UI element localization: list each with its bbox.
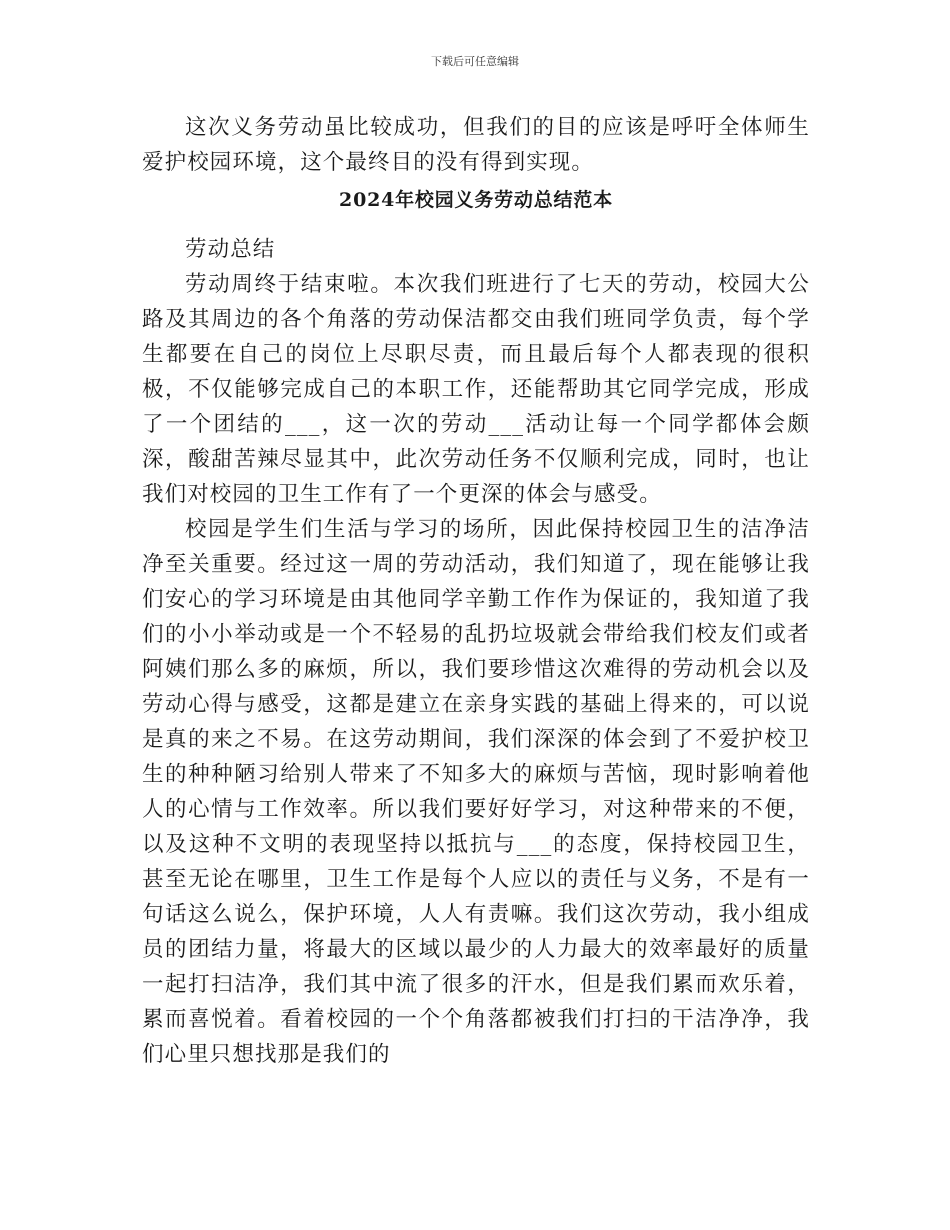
- document-body: [142, 110, 810, 1072]
- body-paragraph-2: 校园是学生们生活与学习的场所，因此保持校园卫生的洁净洁净至关重要。经过这一周的劳动活动，我们知道了，现在能够让我们安心的学习环境是由其他同学辛勤工作作为保证的，我知道了我们的小小举动或是一个不轻易的乱扔垃圾就会带给我们校友们或者阿姨们那么多的麻烦，所以，我们要珍惜这次难得的劳动机会以及劳动心得与感受，这都是建立在亲身实践的基础上得来的，可以说是真的来之不易。在这劳动期间，我们深深的体会到了不爱护校卫生的种种陋习给别人带来了不知多大的麻烦与苦恼，现时影响着他人的心情与工作效率。所以我们要好好学习，对这种带来的不便，以及这种不文明的表现坚持以抵抗与___的态度，保持校园卫生，甚至无论在哪里，卫生工作是每个人应以的责任与义务，不是有一句话这么说么，保护环境，人人有责嘛。我们这次劳动，我小组成员的团结力量，将最大的区域以最少的人力最大的效率最好的质量一起打扫洁净，我们其中流了很多的汗水，但是我们累而欢乐着，累而喜悦着。看着校园的一个个角落都被我们打扫的干洁净净，我们心里只想找那是我们的: [142, 517, 810, 1067]
- page-header: 下载后可任意编辑: [431, 55, 519, 68]
- article-title: 2024年校园义务劳动总结范本: [339, 189, 613, 211]
- intro-paragraph: 这次义务劳动虽比较成功，但我们的目的应该是呼吁全体师生爱护校园环境，这个最终目的没有得到实现。: [142, 115, 810, 175]
- section-heading: 劳动总结: [185, 237, 276, 262]
- body-paragraph-1: 劳动周终于结束啦。本次我们班进行了七天的劳动，校园大公路及其周边的各个角落的劳动保洁都交由我们班同学负责，每个学生都要在自己的岗位上尽职尽责，而且最后每个人都表现的很积极，不仅能够完成自己的本职工作，还能帮助其它同学完成，形成了一个团结的___，这一次的劳动___活动让每一个同学都体会颇深，酸甜苦辣尽显其中，此次劳动任务不仅顺利完成，同时，也让我们对校园的卫生工作有了一个更深的体会与感受。: [142, 272, 810, 507]
